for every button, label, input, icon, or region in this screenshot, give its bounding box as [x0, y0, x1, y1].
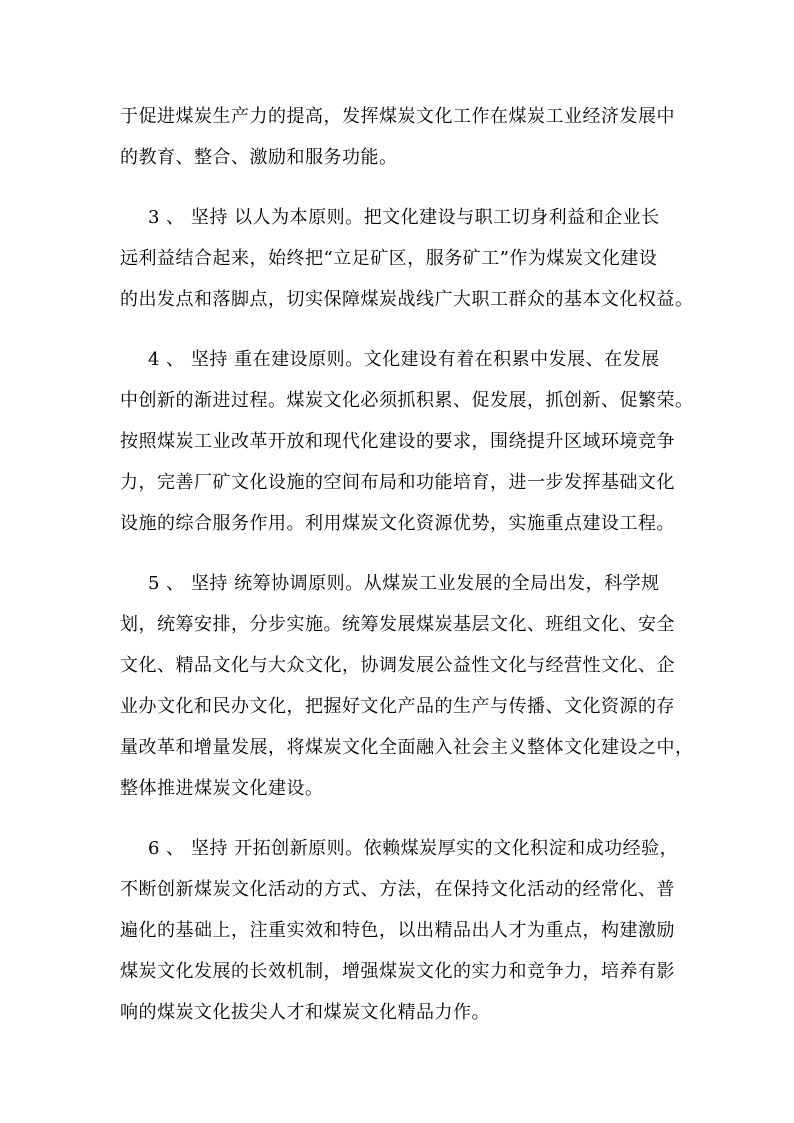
text-line: 遍化的基础上，注重实效和特色，以出精品出人才为重点，构建激励 — [120, 920, 675, 941]
text-line: 煤炭文化发展的长效机制，增强煤炭文化的实力和竞争力，培养有影 — [120, 961, 675, 982]
text-line: 3 、 坚持 以人为本原则。把文化建设与职工切身利益和企业长 — [148, 207, 660, 228]
text-line: 4 、 坚持 重在建设原则。文化建设有着在积累中发展、在发展 — [148, 349, 660, 370]
text-line: 力，完善厂矿文化设施的空间布局和功能培育，进一步发挥基础文化 — [120, 472, 675, 493]
text-line: 中创新的渐进过程。煤炭文化必须抓积累、促发展，抓创新、促繁荣。 — [120, 390, 694, 411]
text-line: 量改革和增量发展，将煤炭文化全面融入社会主义整体文化建设之中， — [120, 737, 694, 758]
text-line: 划，统筹安排，分步实施。统筹发展煤炭基层文化、班组文化、安全 — [120, 614, 675, 635]
text-line: 响的煤炭文化拔尖人才和煤炭文化精品力作。 — [120, 1002, 490, 1023]
text-line: 不断创新煤炭文化活动的方式、方法，在保持文化活动的经常化、普 — [120, 879, 675, 900]
text-line: 于促进煤炭生产力的提高，发挥煤炭文化工作在煤炭工业经济发展中 — [120, 106, 675, 127]
text-line: 业办文化和民办文化，把握好文化产品的生产与传播、文化资源的存 — [120, 696, 675, 717]
text-line: 的教育、整合、激励和服务功能。 — [120, 147, 398, 168]
text-line: 按照煤炭工业改革开放和现代化建设的要求，围绕提升区域环境竞争 — [120, 431, 675, 452]
text-line: 整体推进煤炭文化建设。 — [120, 778, 324, 799]
text-line: 5 、 坚持 统筹协调原则。从煤炭工业发展的全局出发，科学规 — [148, 573, 660, 594]
text-line: 文化、精品文化与大众文化，协调发展公益性文化与经营性文化、企 — [120, 655, 675, 676]
text-line: 6 、 坚持 开拓创新原则。依赖煤炭厚实的文化积淀和成功经验， — [148, 838, 679, 859]
text-line: 远利益结合起来，始终把“立足矿区，服务矿工”作为煤炭文化建设 — [120, 248, 658, 269]
text-line: 的出发点和落脚点，切实保障煤炭战线广大职工群众的基本文化权益。 — [120, 289, 694, 310]
text-line: 设施的综合服务作用。利用煤炭文化资源优势，实施重点建设工程。 — [120, 513, 675, 534]
